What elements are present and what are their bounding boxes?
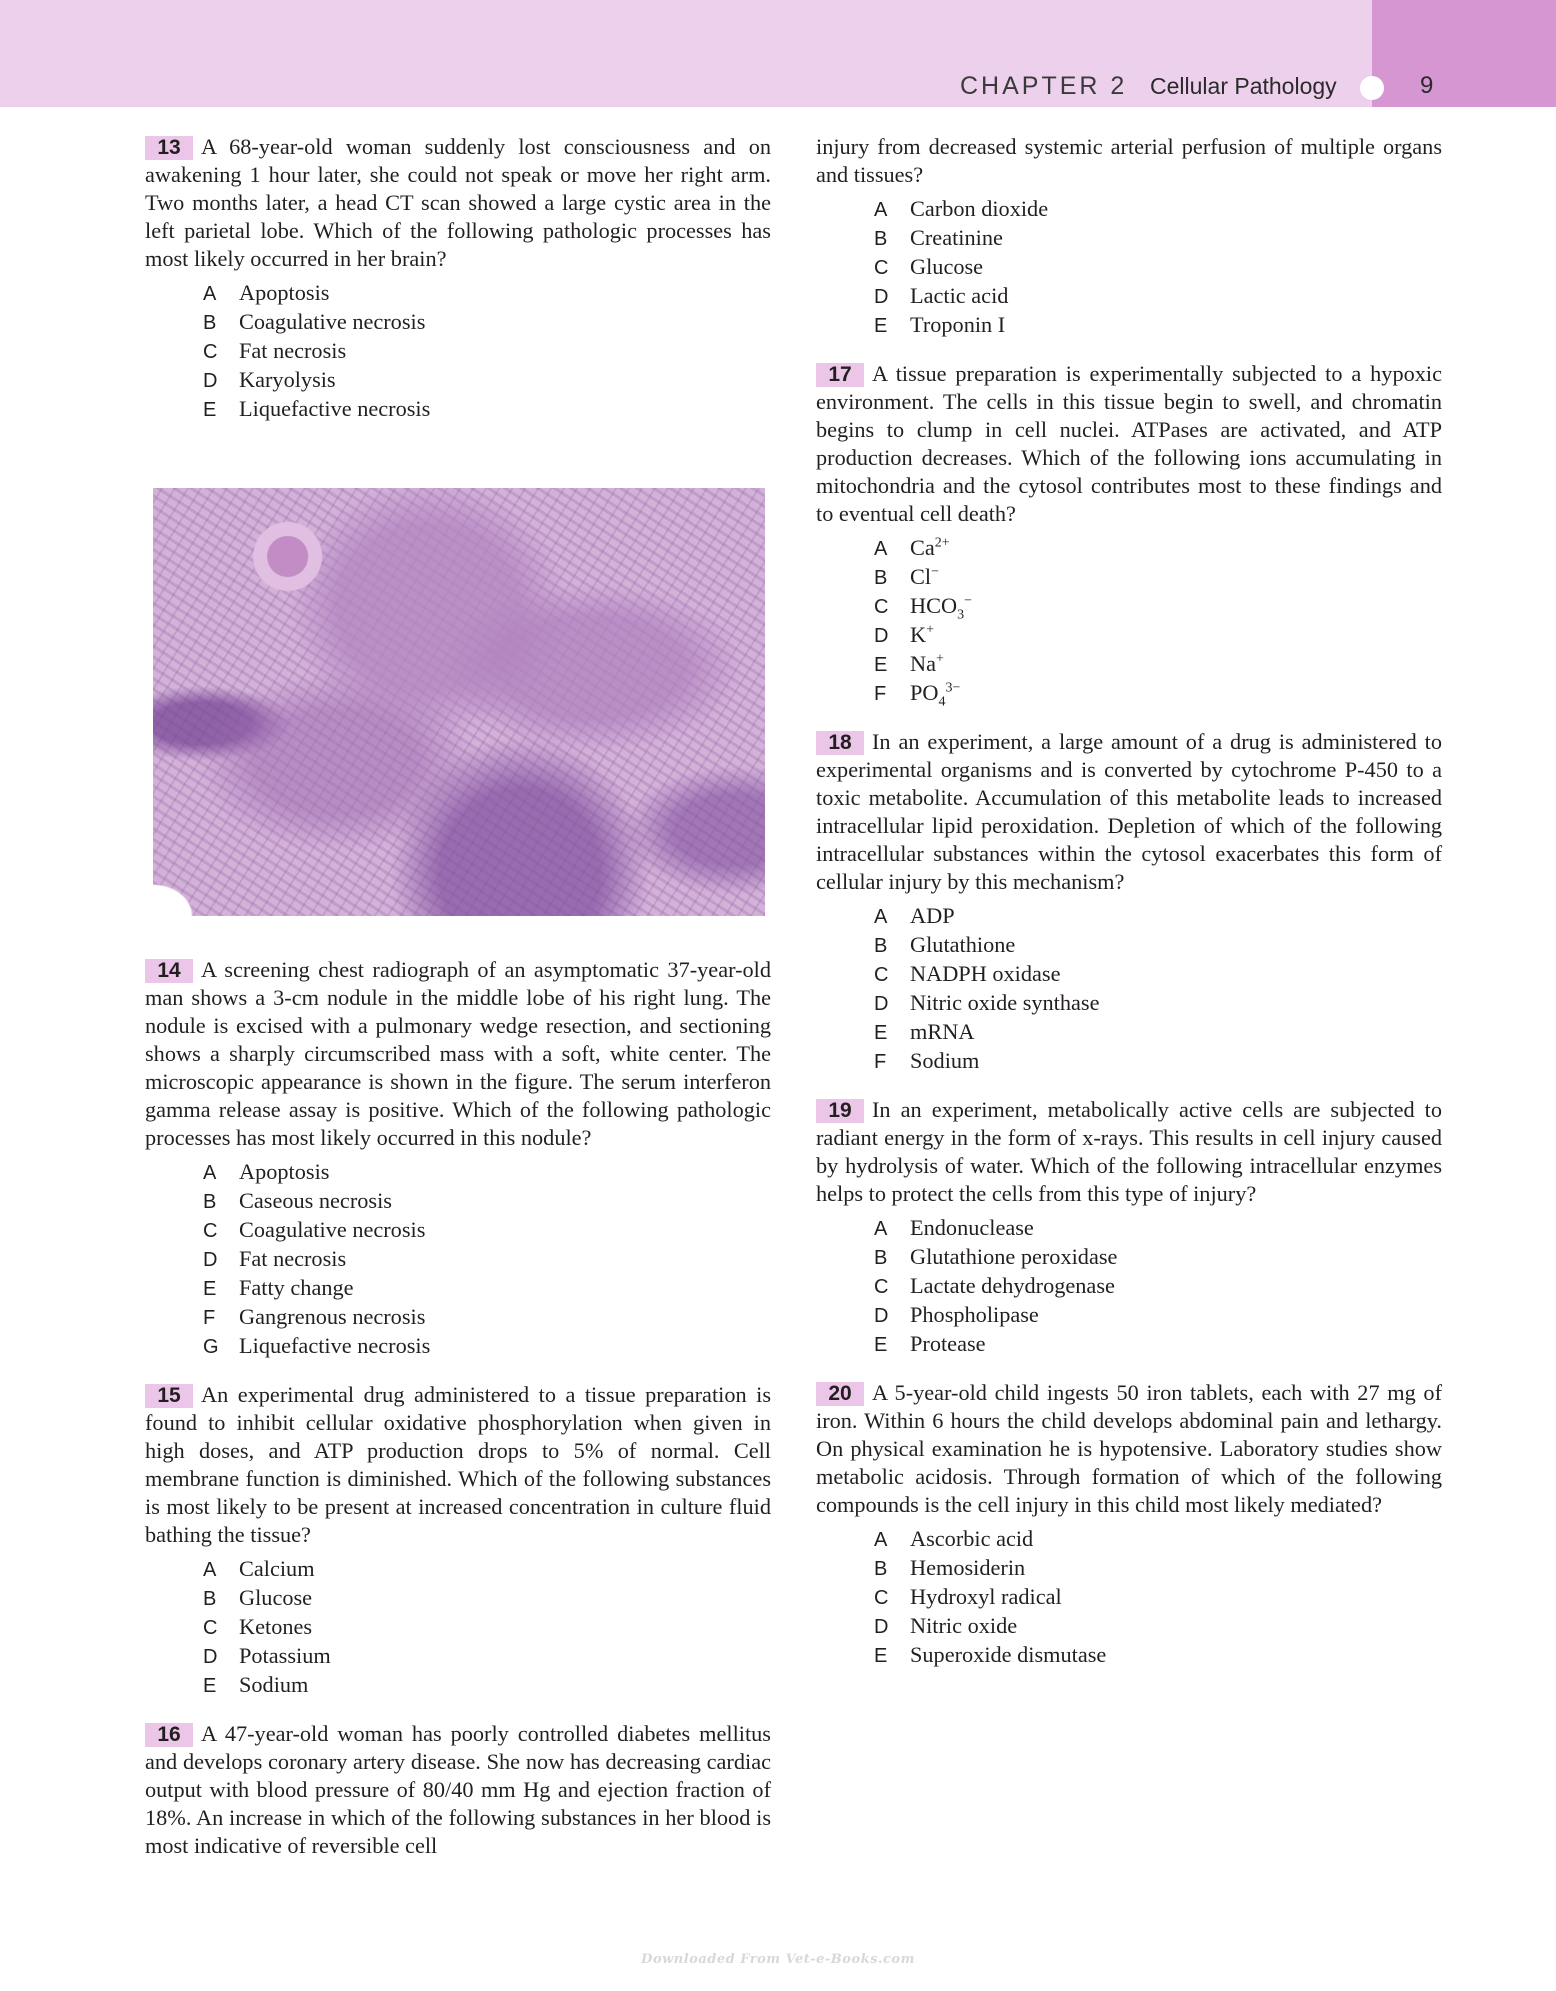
ion-formula: PO (910, 680, 939, 705)
question-number-badge: 16 (145, 1723, 193, 1747)
answer-options (874, 195, 1442, 340)
answer-option (203, 1216, 771, 1245)
option-letter: E (203, 1278, 217, 1300)
option-letter: A (874, 1218, 888, 1240)
option-letter: A (874, 906, 888, 928)
option-letter: C (203, 1617, 218, 1639)
page-number: 9 (1420, 72, 1434, 99)
question-stem: A 5-year-old child ingests 50 iron tablets, each with 27 mg of iron. Within 6 hours the child develops abdominal pain and lethargy. On physical examination he is hypotensive. Laboratory studies show metabolic acidosis. Through formation of which of the following compounds is the cell injury in this child most likely mediated? (816, 1380, 1442, 1517)
question-number-badge: 17 (816, 363, 864, 387)
answer-option (203, 1332, 771, 1361)
option-text: Coagulative necrosis (239, 1217, 426, 1242)
option-letter: A (203, 283, 217, 305)
answer-options (874, 902, 1442, 1076)
answer-option (874, 1243, 1442, 1272)
question-number-badge: 13 (145, 136, 193, 160)
option-text: Hemosiderin (910, 1555, 1026, 1580)
answer-option (203, 1303, 771, 1332)
ion-formula: Cl (910, 564, 932, 589)
option-letter: C (203, 1220, 218, 1242)
answer-options (874, 1214, 1442, 1359)
option-text: Sodium (910, 1048, 980, 1073)
option-letter: E (874, 315, 888, 337)
question-stem: A tissue preparation is experimentally subjected to a hypoxic environment. The cells in this tissue begin to swell, and chromatin begins to clump in cell nuclei. ATPases are activated, and ATP production decreases. Which of the following ions accumulating in mitochondria and the cytosol contributes most to these findings and to eventual cell death? (816, 361, 1442, 526)
option-text: Fat necrosis (239, 1246, 347, 1271)
option-text: Glucose (239, 1585, 313, 1610)
option-text: Sodium (239, 1672, 309, 1697)
option-letter: B (874, 228, 888, 250)
option-letter: E (874, 1334, 888, 1356)
question-16-continued (816, 133, 1442, 340)
question-16 (145, 1720, 771, 1860)
answer-option (203, 279, 771, 308)
option-letter: D (874, 1616, 889, 1638)
option-text: Fatty change (239, 1275, 354, 1300)
option-letter: D (203, 1646, 218, 1668)
question-stem-continuation: injury from decreased systemic arterial perfusion of multiple organs and tissues? (816, 134, 1442, 187)
question-stem: A screening chest radiograph of an asymptomatic 37-year-old man shows a 3-cm nodule in the middle lobe of his right lung. The nodule is excised with a pulmonary wedge resection, and sectioning shows a sharply circumscribed mass with a soft, white center. The microscopic appearance is shown in the figure. The serum interferon gamma release assay is positive. Which of the following pathologic processes has most likely occurred in this nodule? (145, 957, 771, 1150)
answer-option (874, 282, 1442, 311)
option-letter: B (203, 312, 217, 334)
question-13 (145, 133, 771, 424)
option-letter: D (874, 993, 889, 1015)
option-letter: F (203, 1307, 216, 1329)
ion-formula: K (910, 622, 927, 647)
option-letter: B (874, 935, 888, 957)
answer-option (203, 1158, 771, 1187)
option-text: NADPH oxidase (910, 961, 1061, 986)
chapter-title: Cellular Pathology (1150, 73, 1337, 99)
option-letter: F (874, 1051, 887, 1073)
answer-option (203, 1245, 771, 1274)
option-letter: A (874, 199, 888, 221)
answer-option (874, 1583, 1442, 1612)
option-text: Fat necrosis (239, 338, 347, 363)
answer-option (203, 1642, 771, 1671)
option-text: Lactic acid (910, 283, 1009, 308)
option-letter: A (874, 1529, 888, 1551)
option-text: Nitric oxide (910, 1613, 1018, 1638)
option-text: Liquefactive necrosis (239, 396, 431, 421)
micrograph-figure (153, 488, 765, 916)
option-text: Glutathione peroxidase (910, 1244, 1118, 1269)
answer-option (203, 337, 771, 366)
option-text: Nitric oxide synthase (910, 990, 1100, 1015)
option-letter: D (874, 286, 889, 308)
answer-option (874, 311, 1442, 340)
answer-option (874, 1018, 1442, 1047)
answer-option (874, 931, 1442, 960)
question-18 (816, 728, 1442, 1076)
option-letter: C (874, 596, 889, 618)
option-text: Potassium (239, 1643, 331, 1668)
answer-option (874, 195, 1442, 224)
header-dot-icon (1360, 76, 1384, 100)
question-number-badge: 18 (816, 731, 864, 755)
answer-option: D K+ (874, 621, 1442, 650)
option-text: Gangrenous necrosis (239, 1304, 426, 1329)
option-text: Superoxide dismutase (910, 1642, 1107, 1667)
ion-formula: Na (910, 651, 936, 676)
option-letter: D (874, 625, 889, 647)
question-stem: In an experiment, metabolically active cells are subjected to radiant energy in the form of x-rays. This results in cell injury caused by hydrolysis of water. Which of the following intracellular enzymes helps to protect the cells from this type of injury? (816, 1097, 1442, 1206)
question-20 (816, 1379, 1442, 1670)
question-14 (145, 956, 771, 1361)
question-stem: A 68-year-old woman suddenly lost consciousness and on awakening 1 hour later, she could not speak or move her right arm. Two months later, a head CT scan showed a large cystic area in the left parietal lobe. Which of the following pathologic processes has most likely occurred in her brain? (145, 134, 771, 271)
answer-option (203, 1671, 771, 1700)
answer-option: A $Ca^{2+}$ (874, 534, 1442, 563)
answer-option (203, 1274, 771, 1303)
option-letter: B (874, 1247, 888, 1269)
option-text: Endonuclease (910, 1215, 1034, 1240)
answer-option (874, 902, 1442, 931)
option-text: Apoptosis (239, 1159, 330, 1184)
option-text: ADP (910, 903, 955, 928)
answer-option: C $HCO_3^-$ (874, 593, 972, 623)
option-text: Calcium (239, 1556, 315, 1581)
option-letter: E (874, 1022, 888, 1044)
question-number-badge: 20 (816, 1382, 864, 1406)
option-letter: A (203, 1162, 217, 1184)
chapter-label: CHAPTER 2 (960, 72, 1128, 100)
answer-option (203, 1187, 771, 1216)
answer-option (203, 366, 771, 395)
option-text: Carbon dioxide (910, 196, 1049, 221)
option-text: Ketones (239, 1614, 313, 1639)
question-15 (145, 1381, 771, 1700)
option-text: Glucose (910, 254, 984, 279)
option-text: Apoptosis (239, 280, 330, 305)
option-letter: C (874, 1276, 889, 1298)
option-text: Creatinine (910, 225, 1003, 250)
option-letter: E (874, 654, 888, 676)
option-letter: D (203, 370, 218, 392)
header-tab (1372, 0, 1556, 107)
question-number-badge: 19 (816, 1099, 864, 1123)
option-letter: E (874, 1645, 888, 1667)
option-letter: C (874, 964, 889, 986)
answer-option (874, 1330, 1442, 1359)
option-text: Ascorbic acid (910, 1526, 1034, 1551)
answer-option (874, 1301, 1442, 1330)
option-letter: F (874, 683, 887, 705)
question-number-badge: 15 (145, 1384, 193, 1408)
question-number-badge: 14 (145, 959, 193, 983)
answer-options (203, 1158, 771, 1361)
option-letter: E (203, 1675, 217, 1697)
option-letter: C (874, 1587, 889, 1609)
answer-option (203, 308, 771, 337)
option-letter: D (874, 1305, 889, 1327)
download-watermark: Downloaded From Vet-e-Books.com (641, 1952, 915, 1967)
question-stem: A 47-year-old woman has poorly controlled diabetes mellitus and develops coronary artery disease. She now has decreasing cardiac output with blood pressure of 80/40 mm Hg and ejection fraction of 18%. An increase in which of the following substances in her blood is most indicative of reversible cell (145, 1721, 771, 1858)
option-letter: B (874, 1558, 888, 1580)
question-stem: In an experiment, a large amount of a drug is administered to experimental organisms and is converted by cytochrome P-450 to a toxic metabolite. Accumulation of this metabolite leads to increased intracellular lipid peroxidation. Depletion of which of the following intracellular substances within the cytosol exacerbates this form of cellular injury by this mechanism? (816, 729, 1442, 894)
option-text: Phospholipase (910, 1302, 1039, 1327)
option-letter: B (874, 567, 888, 589)
option-text: Protease (910, 1331, 986, 1356)
answer-option (874, 1554, 1442, 1583)
left-column (145, 133, 771, 1860)
answer-option (874, 253, 1442, 282)
answer-option (203, 1584, 771, 1613)
answer-option (203, 1613, 771, 1642)
option-text: Lactate dehydrogenase (910, 1273, 1115, 1298)
answer-option (874, 1214, 1442, 1243)
answer-option: B Cl− (874, 563, 1442, 592)
option-letter: B (203, 1588, 217, 1610)
option-text: mRNA (910, 1019, 975, 1044)
answer-options (203, 279, 771, 424)
answer-option (874, 960, 1442, 989)
answer-option (874, 1612, 1442, 1641)
option-letter: A (203, 1559, 217, 1581)
ion-formula: HCO (910, 593, 958, 618)
answer-option (874, 1525, 1442, 1554)
right-column (816, 133, 1442, 1670)
answer-option (203, 1555, 771, 1584)
question-17 (816, 360, 1442, 708)
answer-option (874, 224, 1442, 253)
answer-option (203, 395, 771, 424)
answer-option: E Na+ (874, 650, 1442, 679)
question-stem: An experimental drug administered to a tissue preparation is found to inhibit cellular oxidative phosphorylation when given in high doses, and ATP production drops to 5% of normal. Cell membrane function is diminished. Which of the following substances is most likely to be present at increased concentration in culture fluid bathing the tissue? (145, 1382, 771, 1547)
option-letter: D (203, 1249, 218, 1271)
option-text: Karyolysis (239, 367, 336, 392)
option-text: Coagulative necrosis (239, 309, 426, 334)
option-text: Troponin I (910, 312, 1006, 337)
option-letter: A (874, 538, 888, 560)
question-19 (816, 1096, 1442, 1359)
option-text: Hydroxyl radical (910, 1584, 1062, 1609)
answer-option: F $PO_4^{3-}$ (874, 680, 961, 710)
option-text: Liquefactive necrosis (239, 1333, 431, 1358)
option-text: Caseous necrosis (239, 1188, 392, 1213)
answer-option (874, 1047, 1442, 1076)
answer-option (874, 1272, 1442, 1301)
option-text: Glutathione (910, 932, 1016, 957)
option-letter: C (203, 341, 218, 363)
option-letter: G (203, 1336, 219, 1358)
answer-options (874, 1525, 1442, 1670)
option-letter: E (203, 399, 217, 421)
answer-option (874, 989, 1442, 1018)
answer-options (203, 1555, 771, 1700)
option-letter: B (203, 1191, 217, 1213)
ion-formula: Ca (910, 535, 935, 560)
answer-option (874, 1641, 1442, 1670)
answer-options (874, 534, 1442, 708)
option-letter: C (874, 257, 889, 279)
